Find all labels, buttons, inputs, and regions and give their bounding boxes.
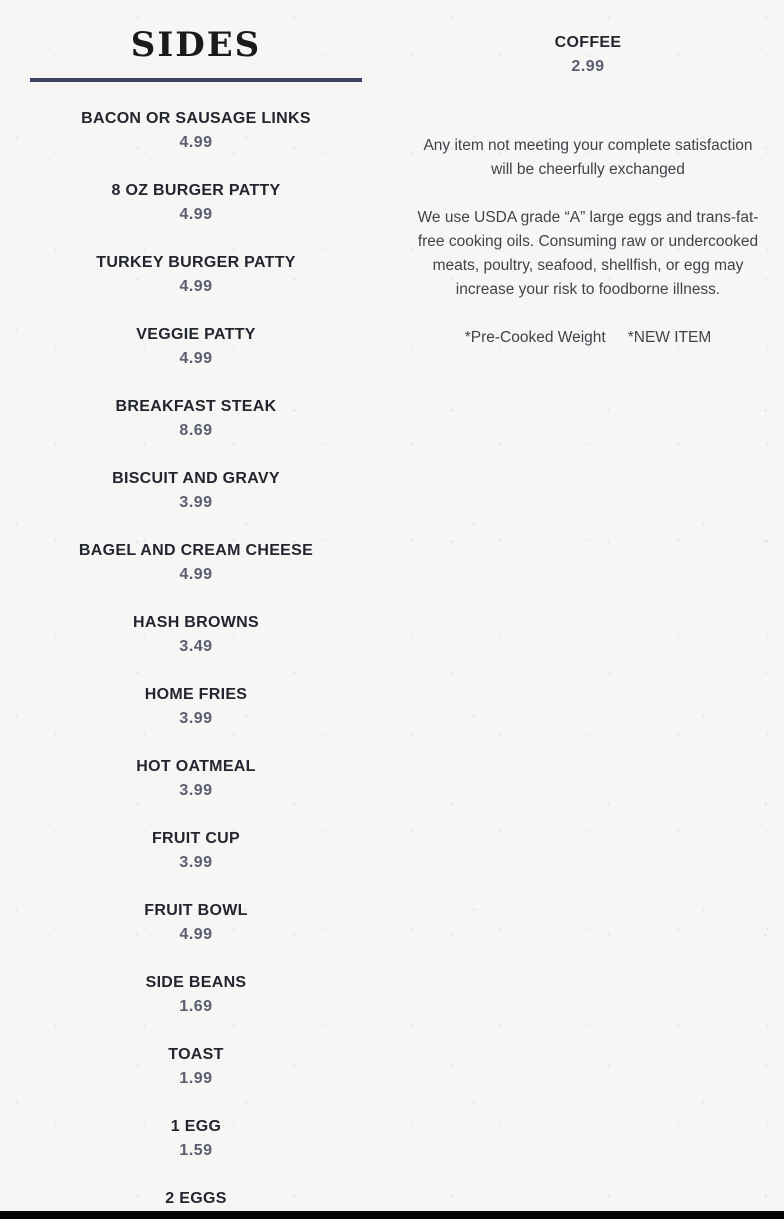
menu-item [0, 1044, 392, 1090]
menu-item [0, 108, 392, 154]
item-price: 1.69 [179, 998, 213, 1015]
item-name: BAGEL AND CREAM CHEESE [78, 542, 314, 559]
item-price: 4.99 [179, 926, 213, 943]
item-name: BISCUIT AND GRAVY [112, 470, 280, 487]
item-price: 3.99 [179, 494, 213, 511]
item-name: 1 EGG [170, 1118, 222, 1135]
item-price: 4.99 [179, 134, 213, 151]
health-disclaimer: We use USDA grade “A” large eggs and trans-fat-free cooking oils. Consuming raw or undercooked meats, poultry, seafood, shellfish, or egg may increase your risk to foodborne illness. [417, 209, 759, 298]
item-price: 1.59 [179, 1142, 213, 1159]
menu-item [0, 180, 392, 226]
menu-item [0, 972, 392, 1018]
item-name: BREAKFAST STEAK [115, 398, 277, 415]
item-name: TOAST [168, 1046, 224, 1063]
item-price: 4.99 [179, 566, 213, 583]
footnotes [392, 326, 784, 350]
item-price: 3.99 [179, 782, 213, 799]
item-name: HOME FRIES [144, 686, 248, 703]
menu-item [0, 324, 392, 370]
menu-item [0, 1116, 392, 1162]
item-name: FRUIT CUP [151, 830, 241, 847]
item-price: 3.99 [179, 710, 213, 727]
menu-item [0, 612, 392, 658]
item-name: SIDE BEANS [145, 974, 247, 991]
section-title: SIDES [130, 25, 262, 65]
sides-item-list [0, 108, 392, 1210]
menu-item [0, 756, 392, 802]
beverages-and-notes-section [392, 0, 784, 1219]
satisfaction-note: Any item not meeting your complete satisfaction will be cheerfully exchanged [423, 137, 753, 178]
menu-item [0, 900, 392, 946]
item-price: 4.99 [179, 206, 213, 223]
menu-item [0, 684, 392, 730]
item-name: HASH BROWNS [133, 614, 259, 631]
item-name: 8 OZ BURGER PATTY [111, 182, 281, 199]
item-name: VEGGIE PATTY [136, 326, 256, 343]
new-item-footnote: *NEW ITEM [627, 329, 712, 346]
item-name: TURKEY BURGER PATTY [96, 254, 296, 271]
title-divider [30, 78, 362, 82]
menu-item [0, 396, 392, 442]
item-price: 3.99 [179, 854, 213, 871]
item-price: 2.99 [571, 58, 605, 75]
precooked-weight-footnote: *Pre-Cooked Weight [464, 329, 606, 346]
item-name: FRUIT BOWL [144, 902, 248, 919]
menu-item [0, 1188, 392, 1210]
item-price: 8.69 [179, 422, 213, 439]
item-name: HOT OATMEAL [136, 758, 256, 775]
item-name: 2 EGGS [165, 1190, 227, 1207]
item-price: 4.99 [179, 350, 213, 367]
item-name: BACON OR SAUSAGE LINKS [81, 110, 311, 127]
item-price: 1.99 [179, 1070, 213, 1087]
item-price: 4.99 [179, 278, 213, 295]
bottom-edge-bar [0, 1211, 784, 1219]
menu-item [0, 252, 392, 298]
notes-block [392, 134, 784, 350]
menu-item [0, 540, 392, 586]
item-price: 3.49 [179, 638, 213, 655]
menu-item-coffee [392, 32, 784, 78]
menu-item [0, 828, 392, 874]
item-name: COFFEE [554, 34, 622, 51]
menu-item [0, 468, 392, 514]
